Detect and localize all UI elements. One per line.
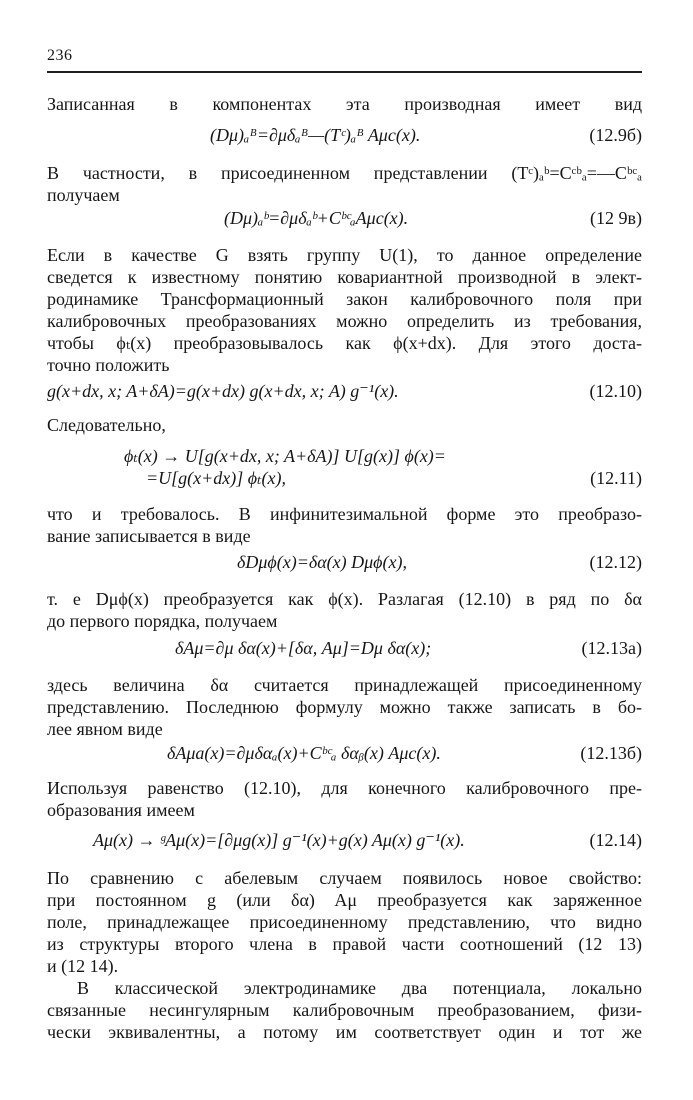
equation-12-11-line2: =U[g(x+dx)] ϕₜ(x), — [146, 468, 287, 488]
equation-12-10: g(x+dx, x; A+δA)=g(x+dx) g(x+dx, x; A) g⁻¹(x). — [47, 381, 399, 401]
text-line-6: родинамике Трансформационный закон калибровочного поля при — [47, 289, 642, 309]
text-line-8: чтобы ϕₜ(x) преобразовывалось как ϕ(x+dx). Для этого доста- — [47, 333, 642, 353]
text-line-13: т. е Dμϕ(x) преобразуется как ϕ(x). Разлагая (12.10) в ряд по δα — [47, 589, 642, 609]
text-line-24: и (12 14). — [47, 956, 119, 976]
page-number: 236 — [47, 47, 73, 64]
text-line-5: сведется к известному понятию ковариантной производной в элект- — [47, 267, 642, 287]
text-line-18: Используя равенство (12.10), для конечного калибровочного пре- — [47, 778, 642, 798]
equation-number-12-10: (12.10) — [589, 381, 642, 401]
text-line-1: Записанная в компонентах эта производная имеет вид — [47, 94, 642, 114]
text-line-27: чески эквивалентны, а потому им соответствует один и тот же — [47, 1022, 642, 1042]
text-line-19: образования имеем — [47, 800, 195, 820]
equation-12-13a: δAμ=∂μ δα(x)+[δα, Aμ]=Dμ δα(x); — [175, 638, 432, 658]
equation-12-11-line1: ϕₜ(x) → U[g(x+dx, x; A+δA)] U[g(x)] ϕ(x)= — [124, 446, 446, 466]
text-line-11: что и требовалось. В инфинитезимальной форме это преобразо- — [47, 504, 642, 524]
text-line-20: По сравнению с абелевым случаем появилось новое свойство: — [47, 868, 642, 888]
equation-12-9b: (Dμ)ₐᴮ=∂μδₐᴮ—(Tᶜ)ₐᴮ Aμc(x). — [210, 125, 421, 145]
text-line-12: вание записывается в виде — [47, 526, 251, 546]
text-line-16: представлению. Последнюю формулу можно также записать в бо- — [47, 697, 642, 717]
equation-number-12-14: (12.14) — [589, 830, 642, 850]
equation-number-12-9v: (12 9в) — [590, 208, 642, 228]
text-line-22: поле, принадлежащее присоединенному представлению, что видно — [47, 912, 642, 932]
text-line-2: В частности, в присоединенном представлении (Tᶜ)ₐᵇ=Cᶜᵇₐ=—Cᵇᶜₐ — [47, 163, 642, 183]
text-line-3: получаем — [47, 185, 120, 205]
equation-number-12-12: (12.12) — [589, 552, 642, 572]
text-line-9: точно положить — [47, 355, 170, 375]
equation-number-12-11: (12.11) — [590, 468, 642, 488]
equation-12-13b: δAμa(x)=∂μδαₐ(x)+Cᵇᶜₐ δαᵦ(x) Aμc(x). — [167, 743, 441, 763]
text-line-25: В классической электродинамике два потенциала, локально — [77, 978, 642, 998]
text-line-14: до первого порядка, получаем — [47, 611, 278, 631]
text-line-21: при постоянном g (или δα) Aμ преобразуется как заряженное — [47, 890, 642, 910]
text-line-10: Следовательно, — [47, 415, 166, 435]
text-line-26: связанные несингулярным калибровочным преобразованием, физи- — [47, 1000, 642, 1020]
text-line-4: Если в качестве G взять группу U(1), то данное определение — [47, 245, 642, 265]
equation-number-12-9b: (12.9б) — [589, 125, 642, 145]
equation-12-12: δDμϕ(x)=δα(x) Dμϕ(x), — [237, 552, 407, 572]
header-rule — [47, 71, 642, 73]
text-line-17: лее явном виде — [47, 719, 163, 739]
text-line-15: здесь величина δα считается принадлежащей присоединенному — [47, 675, 642, 695]
equation-12-9v: (Dμ)ₐᵇ=∂μδₐᵇ+CᵇᶜₐAμc(x). — [224, 208, 409, 228]
text-line-7: калибровочных преобразованиях можно определить из требования, — [47, 311, 642, 331]
equation-number-12-13a: (12.13а) — [581, 638, 642, 658]
text-line-23: из структуры второго члена в правой части соотношений (12 13) — [47, 934, 642, 954]
equation-number-12-13b: (12.13б) — [580, 743, 642, 763]
equation-12-14: Aμ(x) → ᵍAμ(x)=[∂μg(x)] g⁻¹(x)+g(x) Aμ(x) g⁻¹(x). — [93, 830, 465, 850]
